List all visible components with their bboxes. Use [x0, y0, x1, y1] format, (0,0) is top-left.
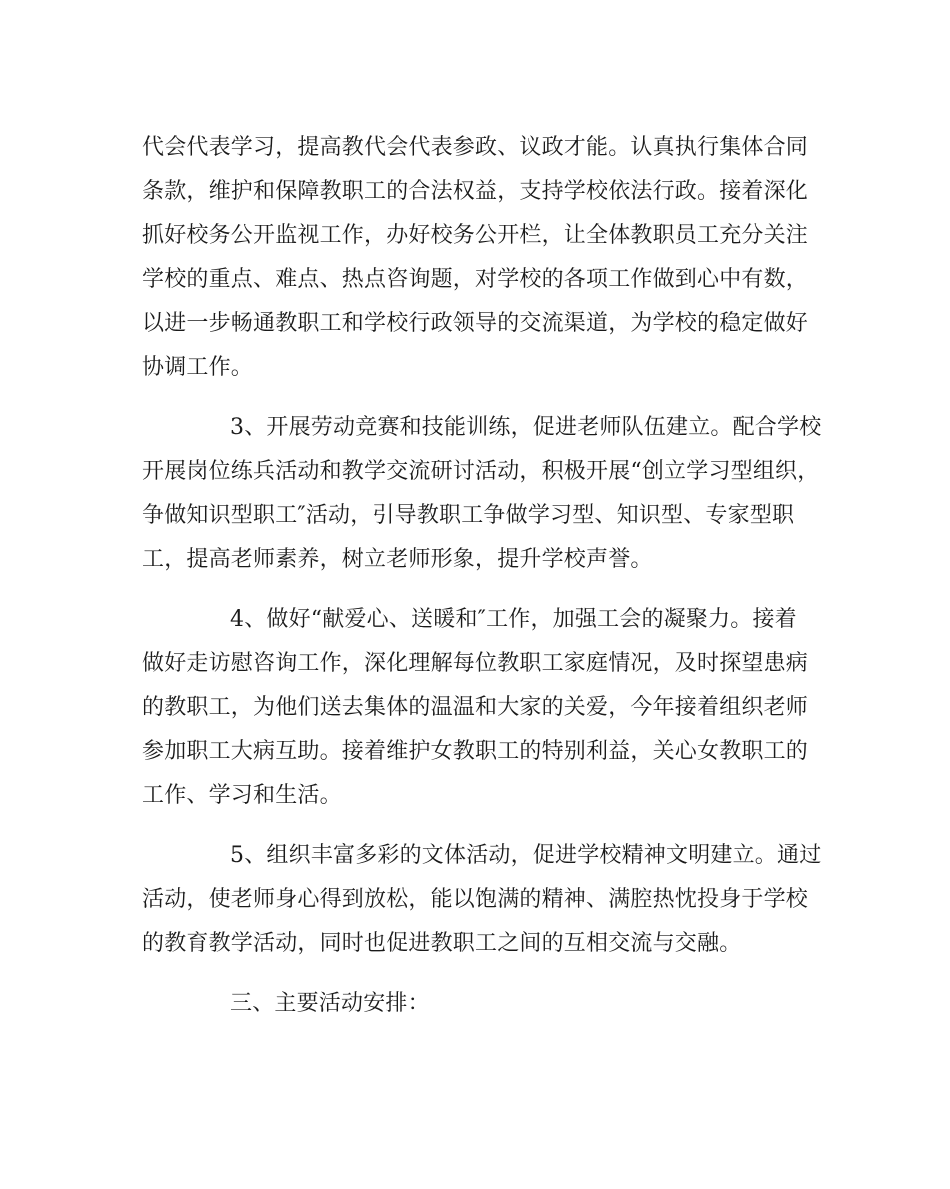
text-line: 抓好校务公开监视工作，办好校务公开栏，让全体教职员工充分关注: [142, 223, 809, 248]
text-line: 3、开展劳动竞赛和技能训练，促进老师队伍建立。配合学校: [230, 415, 822, 440]
text-line: 以进一步畅通教职工和学校行政领导的交流渠道，为学校的稳定做好: [142, 311, 809, 336]
text-line: 5、组织丰富多彩的文体活动，促进学校精神文明建立。通过: [230, 843, 822, 868]
paragraph: [142, 406, 822, 582]
text-line: 工，提高老师素养，树立老师形象，提升学校声誉。: [142, 547, 653, 572]
paragraph-gap: [142, 582, 810, 598]
paragraph: [142, 126, 810, 390]
text-line: 开展岗位练兵活动和教学交流研讨活动，积极开展“创立学习型组织，: [142, 459, 820, 484]
text-line: 协调工作。: [142, 355, 254, 380]
text-line: 活动，使老师身心得到放松，能以饱满的精神、满腔热忱投身于学校: [142, 887, 809, 912]
paragraph-gap: [142, 966, 810, 982]
text-line: 的教职工，为他们送去集体的温温和大家的关爱，今年接着组织老师: [142, 695, 809, 720]
text-line: 工作、学习和生活。: [142, 783, 342, 808]
text-line: 参加职工大病互助。接着维护女教职工的特别利益，关心女教职工的: [142, 739, 809, 764]
document-body: [142, 126, 822, 1026]
paragraph: [142, 982, 810, 1026]
text-line: 的教育教学活动，同时也促进教职工之间的互相交流与交融。: [142, 931, 742, 956]
text-line: 4、做好“献爱心、送暖和″工作，加强工会的凝聚力。接着: [230, 607, 797, 632]
text-line: 代会代表学习，提高教代会代表参政、议政才能。认真执行集体合同: [142, 135, 809, 160]
text-line: 条款，维护和保障教职工的合法权益，支持学校依法行政。接着深化: [142, 179, 809, 204]
text-line: 学校的重点、难点、热点咨询题，对学校的各项工作做到心中有数，: [142, 267, 809, 292]
paragraph: [142, 598, 810, 818]
paragraph: [142, 834, 822, 966]
text-line: 争做知识型职工″活动，引导教职工争做学习型、知识型、专家型职: [142, 503, 795, 528]
paragraph-gap: [142, 818, 810, 834]
paragraph-gap: [142, 390, 810, 406]
text-line: 三、主要活动安排：: [230, 991, 430, 1016]
text-line: 做好走访慰咨询工作，深化理解每位教职工家庭情况，及时探望患病: [142, 651, 809, 676]
